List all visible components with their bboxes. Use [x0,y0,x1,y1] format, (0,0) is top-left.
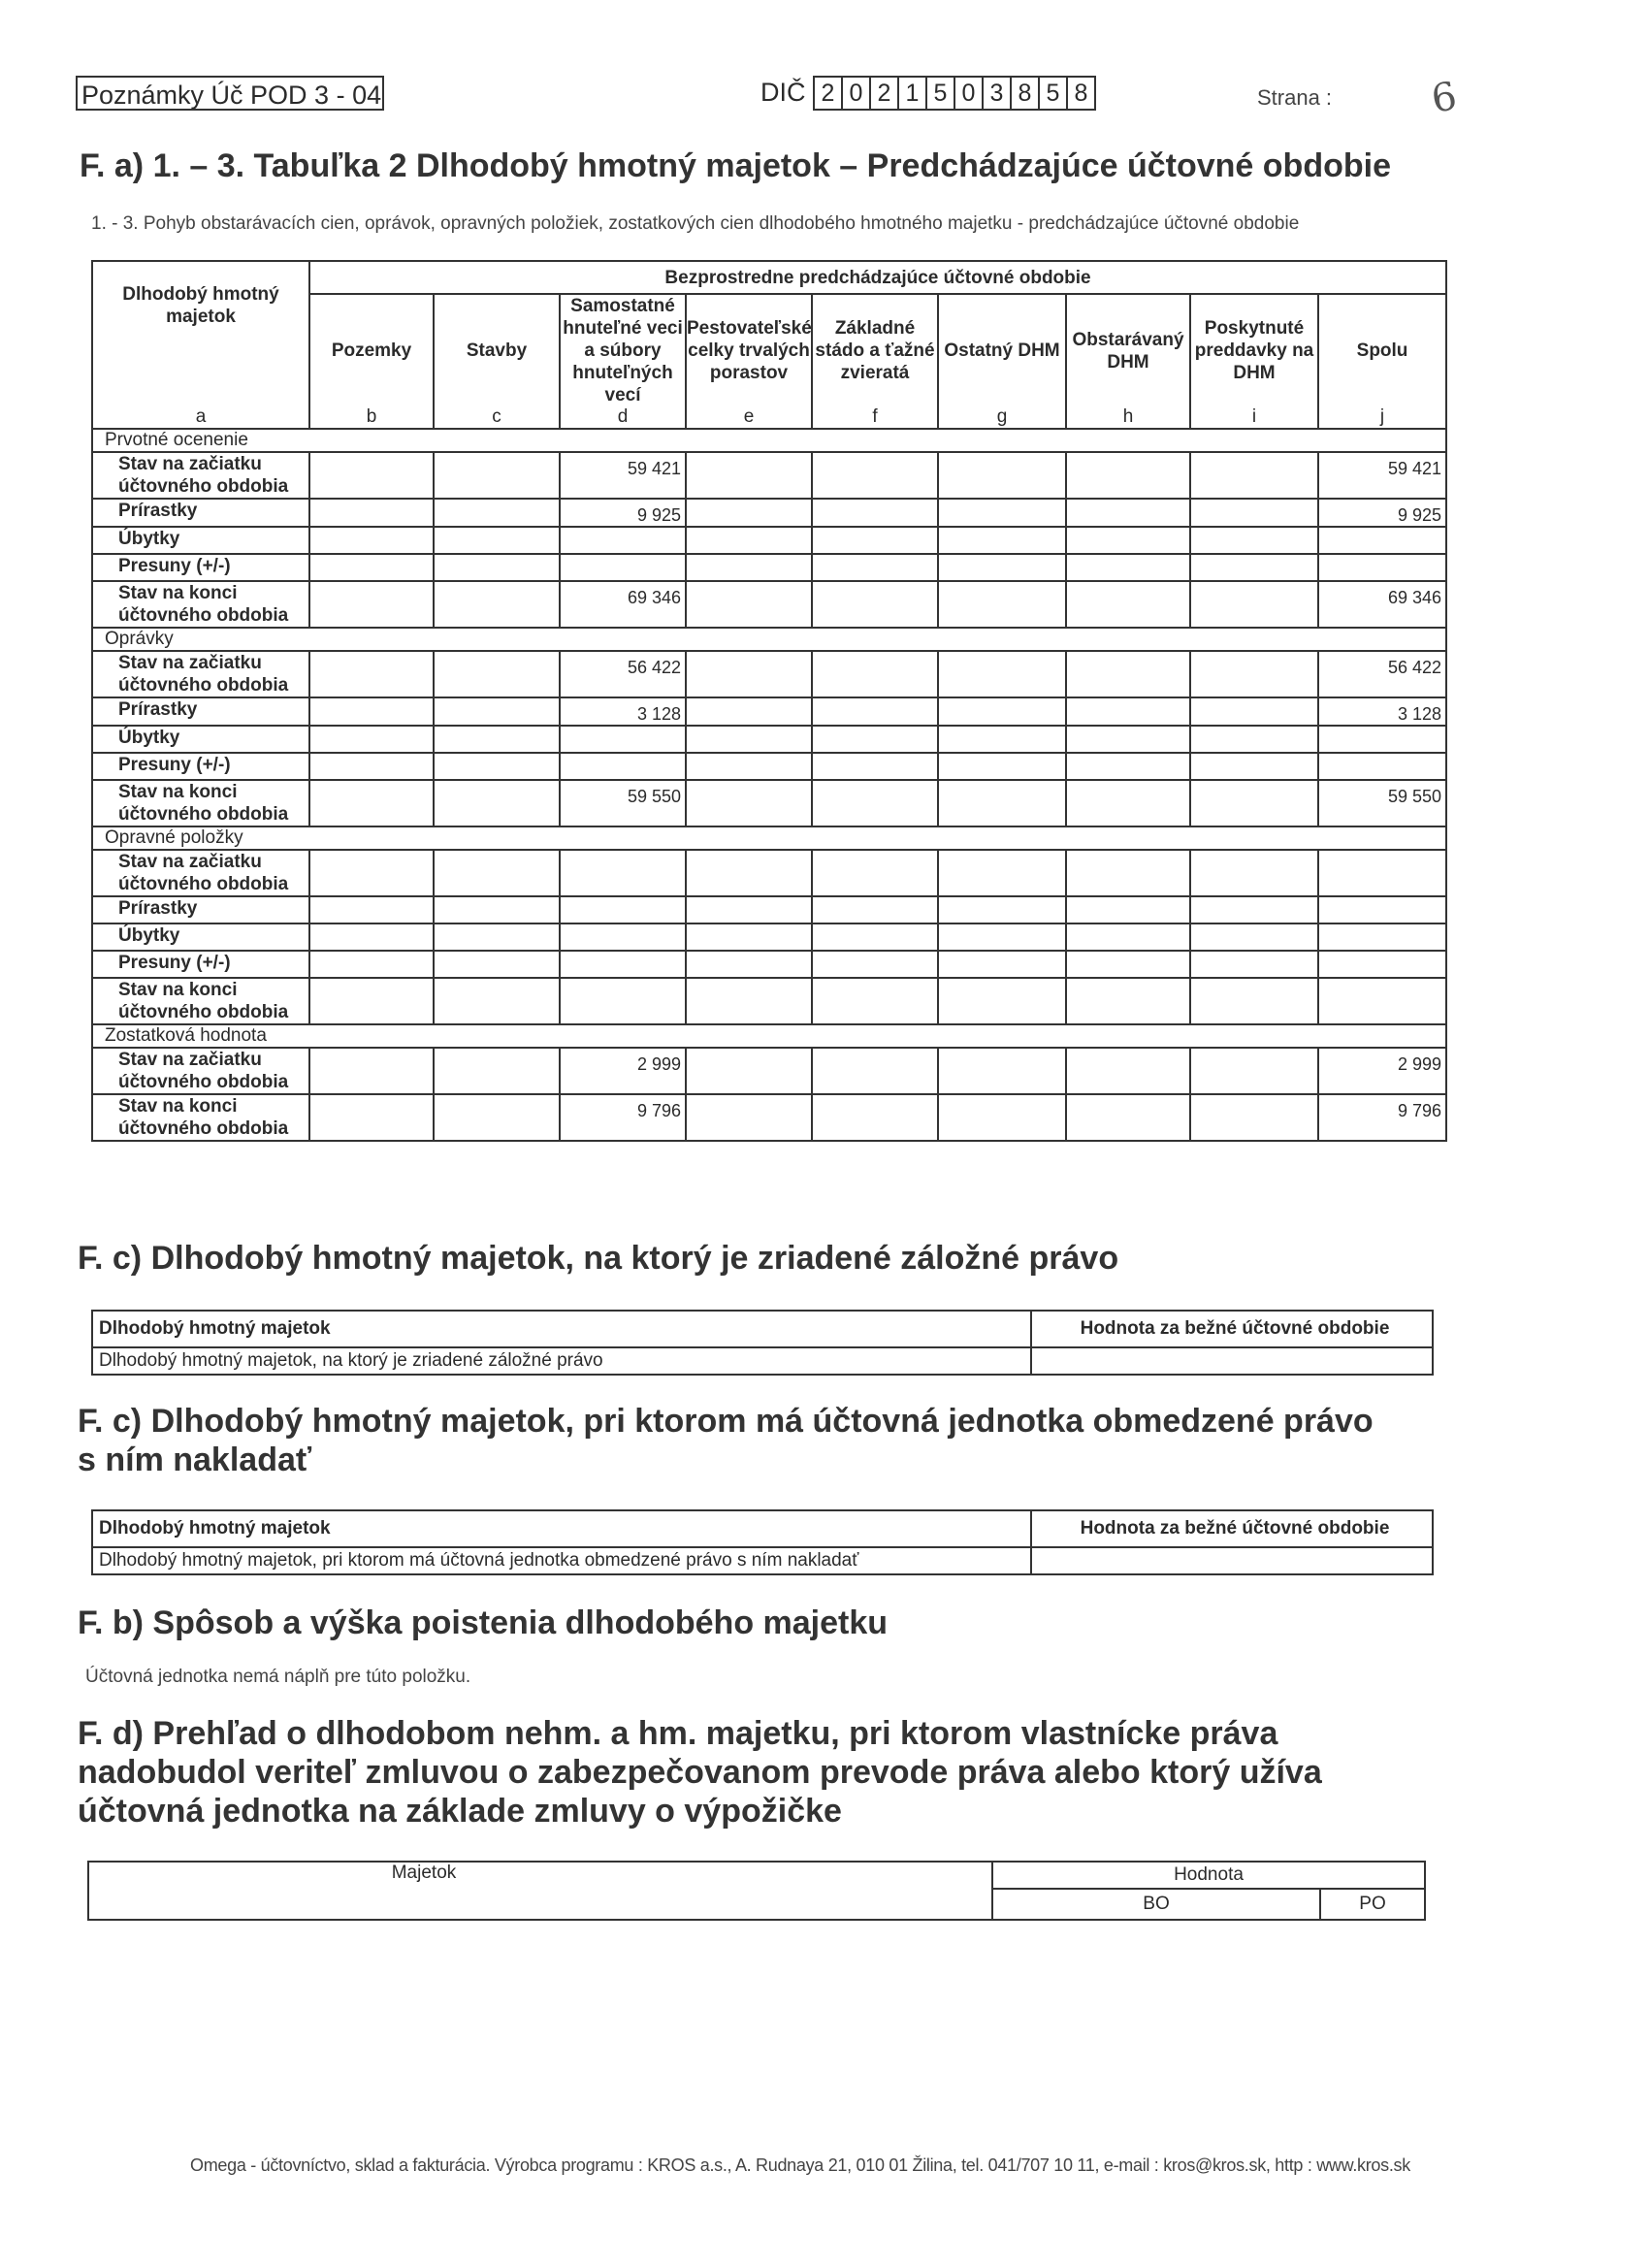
dic-label: DIČ [760,78,806,107]
col-letter: d [560,406,686,429]
fd-col-po: PO [1320,1889,1425,1920]
col-header-pestovatelske: Pestovateľské celky trvalých porastov [686,294,812,406]
table-row [92,1094,1446,1141]
section-fd-title-line3: účtovná jednotka na základe zmluvy o výpožičke [78,1793,842,1830]
col-letter: j [1318,406,1446,429]
table-row [92,726,1446,753]
cell-empty [434,896,560,923]
cell-empty [1190,697,1318,726]
cell-spolu [1318,554,1446,581]
cell-empty [938,896,1066,923]
cell-empty [938,1094,1066,1141]
cell-empty [1066,651,1190,697]
cell-empty [434,1048,560,1094]
group-header: Bezprostredne predchádzajúce účtovné obdobie [309,261,1446,294]
cell-empty [938,554,1066,581]
cell-empty [434,753,560,780]
cell-samostatne [560,527,686,554]
cell-spolu [1318,978,1446,1024]
cell-empty [309,527,434,554]
fd-table [87,1861,1426,1921]
section-fd-title-line1: F. d) Prehľad o dlhodobom nehm. a hm. majetku, pri ktorom vlastnícke práva [78,1715,1278,1752]
cell-empty [434,697,560,726]
fd-col-bo: BO [992,1889,1320,1920]
row-label: Prírastky [92,896,309,923]
dic-digit: 0 [955,78,984,109]
cell-samostatne: 9 796 [560,1094,686,1141]
cell-empty [686,780,812,826]
cell-empty [434,780,560,826]
row-label: Presuny (+/-) [92,753,309,780]
cell-empty [812,581,938,628]
row-label: Stav na konci účtovného obdobia [92,780,309,826]
cell-empty [812,651,938,697]
cell-samostatne: 69 346 [560,581,686,628]
cell-empty [1066,896,1190,923]
cell-empty [812,978,938,1024]
cell-empty [434,651,560,697]
col-letter: f [812,406,938,429]
cell-empty [309,753,434,780]
fc2-col2-header: Hodnota za bežné účtovné obdobie [1031,1510,1433,1547]
cell-empty [434,452,560,499]
cell-empty [1190,1094,1318,1141]
table-row [92,697,1446,726]
table-row [92,850,1446,896]
col-letter: c [434,406,560,429]
cell-empty [812,554,938,581]
cell-empty [434,499,560,527]
cell-empty [434,554,560,581]
col-a-header: Dlhodobý hmotný majetok [92,261,309,406]
fd-col-hodnota: Hodnota [992,1862,1425,1889]
cell-samostatne: 2 999 [560,1048,686,1094]
fc1-table [91,1310,1434,1376]
cell-empty [686,923,812,951]
dic-boxes [813,76,1096,111]
cell-empty [938,527,1066,554]
cell-empty [1190,923,1318,951]
cell-empty [686,753,812,780]
cell-empty [1066,581,1190,628]
cell-empty [309,697,434,726]
cell-empty [686,499,812,527]
cell-empty [1190,780,1318,826]
cell-empty [938,452,1066,499]
cell-empty [812,780,938,826]
cell-empty [938,499,1066,527]
cell-empty [812,452,938,499]
section-fa-subtitle: 1. - 3. Pohyb obstarávacích cien, oprávok, opravných položiek, zostatkových cien dlhodobého hmotného majetku - predchádzajúce účtovné obdobie [91,213,1300,234]
cell-empty [1066,527,1190,554]
cell-empty [434,581,560,628]
cell-empty [812,951,938,978]
cell-empty [1190,850,1318,896]
cell-empty [686,581,812,628]
cell-spolu [1318,726,1446,753]
cell-empty [1066,923,1190,951]
dic-digit: 8 [1074,80,1088,107]
cell-spolu [1318,896,1446,923]
cell-empty [812,697,938,726]
col-header-obstaravany: Obstarávaný DHM [1066,294,1190,406]
cell-empty [686,554,812,581]
cell-empty [1066,554,1190,581]
section-fc2-title-line1: F. c) Dlhodobý hmotný majetok, pri ktorom má účtovná jednotka obmedzené právo [78,1403,1374,1440]
cell-spolu: 56 422 [1318,651,1446,697]
cell-empty [434,951,560,978]
cell-empty [434,726,560,753]
cell-empty [812,527,938,554]
row-label: Prírastky [92,499,309,527]
cell-empty [1190,554,1318,581]
fc1-row-value [1031,1347,1433,1375]
cell-empty [1066,978,1190,1024]
cell-empty [686,978,812,1024]
cell-spolu: 9 925 [1318,499,1446,527]
cell-empty [1190,1048,1318,1094]
fc2-table [91,1509,1434,1575]
row-label: Stav na konci účtovného obdobia [92,581,309,628]
section-fa-title: F. a) 1. – 3. Tabuľka 2 Dlhodobý hmotný majetok – Predchádzajúce účtovné obdobie [80,147,1391,184]
cell-empty [1066,452,1190,499]
table-row [92,923,1446,951]
cell-empty [686,527,812,554]
cell-empty [1066,753,1190,780]
section-fc1-title: F. c) Dlhodobý hmotný majetok, na ktorý je zriadené záložné právo [78,1240,1119,1277]
section-fc2-title-line2: s ním nakladať [78,1442,312,1478]
cell-samostatne [560,951,686,978]
footer-text: Omega - účtovníctvo, sklad a fakturácia. Výrobca programu : KROS a.s., A. Rudnaya 21, 010 01 Žilina, tel. 041/707 10 11, e-mail : kros@kros.sk, http : www.kros.sk [190,2155,1410,2175]
cell-empty [686,697,812,726]
cell-empty [938,581,1066,628]
col-header-pozemky: Pozemky [309,294,434,406]
cell-empty [309,850,434,896]
cell-empty [686,651,812,697]
cell-empty [309,978,434,1024]
table-row [92,780,1446,826]
cell-empty [812,850,938,896]
section-fb-title: F. b) Spôsob a výška poistenia dlhodobého majetku [78,1604,889,1641]
cell-samostatne: 59 421 [560,452,686,499]
cell-empty [812,923,938,951]
cell-empty [434,1094,560,1141]
dic-digit: 8 [1012,78,1040,109]
cell-empty [1066,780,1190,826]
cell-empty [938,850,1066,896]
form-label: Poznámky Úč POD 3 - 04 [76,76,384,111]
cell-empty [686,1048,812,1094]
cell-samostatne: 59 550 [560,780,686,826]
table-row [92,896,1446,923]
row-label: Stav na konci účtovného obdobia [92,1094,309,1141]
row-label: Stav na začiatku účtovného obdobia [92,452,309,499]
section-row-header: Prvotné ocenenie [92,429,1446,452]
table-row [92,581,1446,628]
cell-spolu: 59 550 [1318,780,1446,826]
cell-empty [434,850,560,896]
cell-empty [686,896,812,923]
row-label: Presuny (+/-) [92,951,309,978]
cell-samostatne [560,896,686,923]
row-label: Úbytky [92,923,309,951]
cell-empty [309,726,434,753]
cell-empty [309,951,434,978]
row-label: Úbytky [92,726,309,753]
cell-empty [812,1094,938,1141]
cell-empty [938,1048,1066,1094]
cell-empty [1190,726,1318,753]
section-row-header: Oprávky [92,628,1446,651]
cell-empty [938,978,1066,1024]
section-fd-title-line2: nadobudol veriteľ zmluvou o zabezpečovanom prevode práva alebo ktorý užíva [78,1754,1322,1791]
page-label: Strana : [1257,85,1333,110]
row-label: Stav na začiatku účtovného obdobia [92,1048,309,1094]
dic-digit: 3 [984,78,1012,109]
cell-empty [1190,651,1318,697]
cell-empty [1066,1048,1190,1094]
cell-empty [1066,850,1190,896]
row-label: Stav na začiatku účtovného obdobia [92,651,309,697]
cell-empty [309,780,434,826]
cell-empty [309,923,434,951]
cell-empty [812,499,938,527]
cell-empty [1066,697,1190,726]
cell-spolu: 59 421 [1318,452,1446,499]
cell-empty [1190,978,1318,1024]
cell-empty [938,753,1066,780]
table-row [92,499,1446,527]
cell-empty [1190,527,1318,554]
col-letter: e [686,406,812,429]
cell-samostatne [560,753,686,780]
cell-empty [434,527,560,554]
cell-samostatne [560,726,686,753]
fc1-col2-header: Hodnota za bežné účtovné obdobie [1031,1311,1433,1347]
col-letter: a [92,406,309,429]
col-letter: b [309,406,434,429]
col-letter: g [938,406,1066,429]
cell-empty [686,951,812,978]
table-row [92,978,1446,1024]
cell-empty [1190,896,1318,923]
cell-empty [309,896,434,923]
cell-spolu [1318,951,1446,978]
cell-spolu: 2 999 [1318,1048,1446,1094]
cell-empty [938,651,1066,697]
cell-empty [1066,726,1190,753]
fc2-row-value [1031,1547,1433,1574]
cell-empty [686,452,812,499]
row-label: Presuny (+/-) [92,554,309,581]
cell-samostatne [560,850,686,896]
cell-empty [309,581,434,628]
cell-empty [812,726,938,753]
table-row [92,651,1446,697]
cell-empty [938,951,1066,978]
fc2-col1-header: Dlhodobý hmotný majetok [92,1510,1031,1547]
cell-empty [1066,1094,1190,1141]
dic-digit: 2 [815,78,843,109]
cell-empty [309,651,434,697]
cell-empty [1190,499,1318,527]
page-number: 6 [1428,74,1461,122]
cell-empty [309,499,434,527]
cell-samostatne [560,923,686,951]
cell-spolu: 69 346 [1318,581,1446,628]
dic-digit: 5 [1040,78,1068,109]
dic-digit: 1 [899,78,927,109]
cell-empty [434,923,560,951]
cell-empty [938,697,1066,726]
col-letter: h [1066,406,1190,429]
fc1-row-label: Dlhodobý hmotný majetok, na ktorý je zriadené záložné právo [92,1347,1031,1375]
row-label: Prírastky [92,697,309,726]
cell-empty [1066,951,1190,978]
cell-spolu [1318,527,1446,554]
cell-empty [938,780,1066,826]
cell-empty [686,850,812,896]
fd-col-majetok: Majetok [88,1862,992,1920]
fc2-row-label: Dlhodobý hmotný majetok, pri ktorom má účtovná jednotka obmedzené právo s ním nakladať [92,1547,1031,1574]
col-header-zakladne-stado: Základné stádo a ťažné zvieratá [812,294,938,406]
section-fb-note: Účtovná jednotka nemá náplň pre túto položku. [85,1667,471,1687]
cell-empty [309,1048,434,1094]
row-label: Úbytky [92,527,309,554]
cell-empty [1190,581,1318,628]
col-header-spolu: Spolu [1318,294,1446,406]
cell-empty [686,726,812,753]
cell-empty [309,1094,434,1141]
cell-spolu [1318,850,1446,896]
cell-empty [309,452,434,499]
cell-empty [938,923,1066,951]
table-row [92,753,1446,780]
col-header-ostatny: Ostatný DHM [938,294,1066,406]
cell-empty [812,896,938,923]
section-row-header: Opravné položky [92,826,1446,850]
table-row [92,554,1446,581]
table-row [92,527,1446,554]
col-header-samostatne: Samostatné hnuteľné veci a súbory hnuteľných vecí [560,294,686,406]
cell-empty [309,554,434,581]
cell-samostatne: 9 925 [560,499,686,527]
cell-samostatne: 56 422 [560,651,686,697]
fc1-col1-header: Dlhodobý hmotný majetok [92,1311,1031,1347]
col-letter: i [1190,406,1318,429]
dic-digit: 5 [927,78,955,109]
cell-empty [812,753,938,780]
dic-digit: 0 [843,78,871,109]
cell-samostatne [560,554,686,581]
cell-empty [1190,753,1318,780]
cell-empty [938,726,1066,753]
cell-empty [812,1048,938,1094]
table-row [92,452,1446,499]
dhm-table [91,260,1447,1142]
cell-empty [1066,499,1190,527]
cell-spolu: 3 128 [1318,697,1446,726]
cell-empty [1190,452,1318,499]
cell-spolu: 9 796 [1318,1094,1446,1141]
cell-empty [686,1094,812,1141]
row-label: Stav na začiatku účtovného obdobia [92,850,309,896]
dic-digit: 2 [871,78,899,109]
table-row [92,951,1446,978]
cell-samostatne: 3 128 [560,697,686,726]
cell-empty [1190,951,1318,978]
cell-spolu [1318,923,1446,951]
cell-samostatne [560,978,686,1024]
col-header-stavby: Stavby [434,294,560,406]
cell-spolu [1318,753,1446,780]
col-header-preddavky: Poskytnuté preddavky na DHM [1190,294,1318,406]
table-row [92,1048,1446,1094]
cell-empty [434,978,560,1024]
row-label: Stav na konci účtovného obdobia [92,978,309,1024]
section-row-header: Zostatková hodnota [92,1024,1446,1048]
